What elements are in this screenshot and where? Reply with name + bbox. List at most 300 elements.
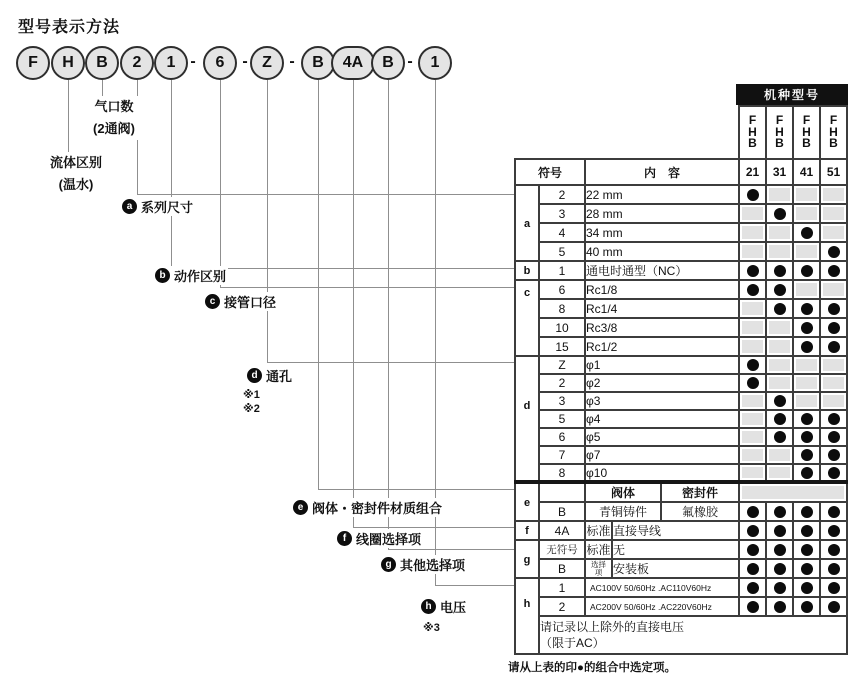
availability-dot-cell [820, 540, 847, 559]
note-1: ※1 [243, 389, 260, 401]
availability-empty-cell [793, 356, 820, 374]
availability-dot [774, 208, 786, 220]
table-row [515, 159, 847, 185]
symbol-cell: Z [539, 356, 585, 374]
model-code-segment: H [51, 46, 85, 80]
connector-vline [388, 80, 389, 549]
section-marker-d [515, 356, 539, 482]
availability-dot-cell [793, 261, 820, 280]
section-marker-b [515, 261, 539, 280]
connector-vline [220, 80, 221, 287]
availability-dot-cell [820, 559, 847, 578]
symbol-cell: 5 [539, 242, 585, 261]
voltage-note-cell [539, 616, 847, 654]
table-row [515, 374, 847, 392]
table-row [515, 392, 847, 410]
availability-empty-cell [739, 428, 766, 446]
availability-empty-cell [739, 204, 766, 223]
availability-empty-cell [793, 280, 820, 299]
availability-dot [801, 601, 813, 613]
table-row [515, 204, 847, 223]
section-marker-g [515, 540, 539, 578]
symbol-cell: 2 [539, 374, 585, 392]
availability-dot-cell [793, 521, 820, 540]
availability-empty [769, 340, 790, 353]
availability-dot [828, 449, 840, 461]
symbol-cell: 6 [539, 280, 585, 299]
availability-dot-cell [793, 318, 820, 337]
content-cell: Rc1/4 [585, 299, 739, 318]
availability-dot [747, 582, 759, 594]
content-cell: 无 [612, 540, 739, 559]
availability-dot [774, 265, 786, 277]
model-letter: F [748, 113, 757, 128]
availability-dot-cell [793, 299, 820, 318]
model-letter: B [775, 136, 784, 151]
availability-empty [742, 245, 763, 258]
model-code-segment: 6 [203, 46, 237, 80]
section-marker-e [515, 482, 539, 521]
availability-dot [828, 431, 840, 443]
availability-dot [801, 303, 813, 315]
availability-empty-cell [739, 318, 766, 337]
availability-dot-cell [793, 428, 820, 446]
code-separator: - [289, 53, 295, 70]
availability-dot-cell [820, 428, 847, 446]
section-circle-g: g [519, 551, 536, 568]
content-cell: Rc3/8 [585, 318, 739, 337]
section-circle-e: e [519, 494, 536, 511]
availability-dot [828, 467, 840, 479]
availability-dot [774, 563, 786, 575]
table-row [515, 482, 847, 502]
table-row [515, 410, 847, 428]
table-row [515, 578, 847, 597]
availability-empty-cell [820, 204, 847, 223]
availability-dot-cell [793, 597, 820, 616]
availability-dot [774, 544, 786, 556]
availability-dot-cell [739, 261, 766, 280]
callout-g-bullet: g [381, 557, 396, 572]
availability-empty-cell [739, 223, 766, 242]
section-side-label: 电 压 [521, 613, 533, 638]
table-row [515, 616, 847, 654]
availability-empty [796, 245, 817, 258]
availability-empty [823, 395, 844, 407]
section-circle-f: f [519, 522, 536, 539]
availability-dot [774, 303, 786, 315]
section-marker-c [515, 280, 539, 356]
callout-c-bullet: c [205, 294, 220, 309]
note-2: ※2 [243, 403, 260, 415]
header-spacer [515, 106, 739, 159]
availability-empty [823, 359, 844, 371]
symbol-cell: B [539, 502, 585, 521]
content-cell: 34 mm [585, 223, 739, 242]
availability-empty [769, 226, 790, 239]
symbol-cell: 4 [539, 223, 585, 242]
availability-dot-cell [766, 578, 793, 597]
connector-vline [353, 80, 354, 527]
availability-dot-cell [793, 446, 820, 464]
availability-empty [769, 449, 790, 461]
availability-dot [828, 525, 840, 537]
symbol-cell: 10 [539, 318, 585, 337]
availability-dot [747, 563, 759, 575]
content-cell: 直接导线 [612, 521, 739, 540]
availability-empty [742, 467, 763, 478]
callout-h: h 电压 [419, 597, 468, 616]
availability-dot [828, 601, 840, 613]
section-marker-a [515, 185, 539, 261]
model-code-segment: B [85, 46, 119, 80]
availability-dot-cell [766, 392, 793, 410]
availability-dot-cell [766, 410, 793, 428]
symbol-cell: 4A [539, 521, 585, 540]
availability-dot-cell [739, 578, 766, 597]
section-side-label: 接 管 口 径 [521, 302, 533, 353]
availability-dot [801, 265, 813, 277]
availability-dot [801, 341, 813, 353]
availability-empty [742, 207, 763, 220]
table-row [515, 464, 847, 482]
model-group-header: 机种型号 [736, 84, 848, 105]
availability-dot-cell [766, 540, 793, 559]
availability-dot [774, 284, 786, 296]
availability-empty-cell [766, 464, 793, 482]
connector-vline [318, 80, 319, 489]
spec-table-grid [514, 105, 848, 655]
model-column-letters [739, 106, 766, 159]
availability-dot [747, 544, 759, 556]
table-row [515, 242, 847, 261]
availability-empty [742, 449, 763, 461]
symbol-cell: 2 [539, 185, 585, 204]
model-number-header: 41 [793, 159, 820, 185]
availability-dot-cell [820, 261, 847, 280]
availability-empty-cell [820, 392, 847, 410]
availability-dot [747, 359, 759, 371]
section-circle-c: c [519, 284, 536, 301]
content-cell: φ1 [585, 356, 739, 374]
table-row [515, 337, 847, 356]
model-code-segment: F [16, 46, 50, 80]
availability-dot-cell [766, 280, 793, 299]
fluid-label [40, 152, 112, 196]
availability-empty-cell [739, 299, 766, 318]
availability-empty [769, 321, 790, 334]
availability-dot-cell [793, 578, 820, 597]
availability-dot [747, 284, 759, 296]
availability-empty [823, 207, 844, 220]
availability-dot-cell [739, 502, 766, 521]
content-cell: Rc1/8 [585, 280, 739, 299]
code-separator: - [242, 53, 248, 70]
tag-cell: 标准 [585, 521, 612, 540]
availability-dot-cell [766, 428, 793, 446]
footnote: 请从上表的印●的组合中选定项。 [508, 662, 676, 674]
model-code-segment: B [371, 46, 405, 80]
model-letter: H [802, 124, 811, 139]
availability-dot [828, 246, 840, 258]
availability-dot [801, 563, 813, 575]
content-cell: 安装板 [612, 559, 739, 578]
callout-d: d 通孔 [245, 366, 294, 385]
ports-label [80, 96, 148, 140]
availability-dot-cell [820, 299, 847, 318]
availability-dot-cell [820, 578, 847, 597]
availability-empty [742, 486, 844, 499]
connector-hline [220, 287, 514, 288]
availability-empty-cell [739, 242, 766, 261]
availability-dot-cell [820, 410, 847, 428]
availability-dot [774, 582, 786, 594]
availability-dot [774, 395, 786, 407]
availability-dot-cell [793, 502, 820, 521]
symbol-cell: 1 [539, 578, 585, 597]
model-letter: F [802, 113, 811, 128]
content-cell: Rc1/2 [585, 337, 739, 356]
availability-empty [742, 340, 763, 353]
model-letter: F [829, 113, 838, 128]
callout-b-bullet: b [155, 268, 170, 283]
availability-dot [774, 601, 786, 613]
callout-e-bullet: e [293, 500, 308, 515]
section-circle-d: d [519, 398, 536, 415]
fluid-label-line1: 流体区别 [49, 155, 102, 170]
content-cell: AC100V 50/60Hz .AC110V60Hz [585, 578, 739, 597]
model-code-segment: 1 [154, 46, 188, 80]
fluid-label-line2: (温水) [58, 177, 94, 192]
model-letter: B [829, 136, 838, 151]
availability-empty-cell [766, 242, 793, 261]
content-cell: φ7 [585, 446, 739, 464]
availability-dot-cell [766, 261, 793, 280]
availability-dot-cell [739, 356, 766, 374]
tag-text: 选择项 [591, 559, 606, 577]
availability-empty-cell [793, 185, 820, 204]
model-letter: H [775, 124, 784, 139]
availability-empty-cell [766, 446, 793, 464]
availability-empty [823, 377, 844, 389]
availability-dot-cell [739, 521, 766, 540]
availability-empty [742, 302, 763, 315]
model-column-letters [793, 106, 820, 159]
model-column-letters [820, 106, 847, 159]
availability-empty-cell [820, 223, 847, 242]
model-code-segment: B [301, 46, 335, 80]
table-row [515, 540, 847, 559]
code-separator: - [407, 53, 413, 70]
availability-empty-cell [739, 410, 766, 428]
availability-dot [747, 377, 759, 389]
availability-dot [828, 341, 840, 353]
availability-dot-cell [820, 318, 847, 337]
availability-dot-cell [820, 597, 847, 616]
availability-dot [801, 467, 813, 479]
availability-empty-cell [820, 280, 847, 299]
content-cell: φ4 [585, 410, 739, 428]
spec-table [514, 105, 850, 655]
section-circle-a: a [519, 215, 536, 232]
availability-dot [774, 413, 786, 425]
content-cell: φ10 [585, 464, 739, 482]
callout-h-bullet: h [421, 599, 436, 614]
table-row [515, 318, 847, 337]
availability-dot [801, 431, 813, 443]
callout-g: g 其他选择项 [379, 555, 467, 574]
availability-dot-cell [766, 559, 793, 578]
tag-cell: 标准 [585, 540, 612, 559]
content-cell: 22 mm [585, 185, 739, 204]
availability-dot [828, 506, 840, 518]
connector-hline [435, 585, 514, 586]
availability-dot-cell [766, 521, 793, 540]
availability-dot-cell [739, 374, 766, 392]
availability-dot-cell [739, 280, 766, 299]
section-circle-h: h [519, 595, 536, 612]
availability-empty [742, 413, 763, 425]
availability-dot [801, 506, 813, 518]
availability-empty-cell [793, 242, 820, 261]
voltage-note-line: 请记录以上除外的直接电压 [540, 620, 685, 634]
connector-vline [68, 80, 69, 152]
availability-dot [774, 431, 786, 443]
model-letter: F [775, 113, 784, 128]
availability-empty [769, 377, 790, 389]
content-cell: 通电时通型（NC） [585, 261, 739, 280]
subheader-availability-band [739, 482, 847, 502]
connector-hline [353, 527, 514, 528]
connector-vline [171, 80, 172, 268]
section-circle-b: b [519, 262, 536, 279]
availability-dot [747, 189, 759, 201]
availability-empty [823, 226, 844, 239]
subheader-valve-body: 阀体 [585, 482, 661, 502]
availability-dot [828, 413, 840, 425]
content-cell: AC200V 50/60Hz .AC220V60Hz [585, 597, 739, 616]
table-row [515, 106, 847, 159]
symbol-cell: 8 [539, 464, 585, 482]
spec-table-wrap [514, 84, 850, 655]
ports-label-line1: 气口数 [94, 99, 134, 114]
availability-empty [796, 395, 817, 407]
section-marker-f [515, 521, 539, 540]
availability-dot [801, 525, 813, 537]
availability-dot-cell [820, 502, 847, 521]
connector-hline [137, 194, 514, 195]
table-row [515, 280, 847, 299]
availability-dot-cell [793, 337, 820, 356]
availability-dot-cell [820, 464, 847, 482]
availability-empty [769, 467, 790, 478]
symbol-cell: 8 [539, 299, 585, 318]
availability-dot [747, 525, 759, 537]
availability-dot [828, 303, 840, 315]
availability-empty-cell [766, 374, 793, 392]
valve-body-cell: 青铜铸件 [585, 502, 661, 521]
subheader-seal: 密封件 [661, 482, 739, 502]
callout-f-bullet: f [337, 531, 352, 546]
symbol-cell: 2 [539, 597, 585, 616]
seal-cell: 氟橡胶 [661, 502, 739, 521]
symbol-cell: 1 [539, 261, 585, 280]
connector-hline [318, 489, 514, 490]
model-letter: H [829, 124, 838, 139]
availability-empty [742, 431, 763, 443]
availability-empty [823, 188, 844, 201]
symbol-cell: 3 [539, 204, 585, 223]
model-code-segment: Z [250, 46, 284, 80]
model-code-segment: 2 [120, 46, 154, 80]
callout-a: a 系列尺寸 [120, 197, 195, 216]
availability-dot [774, 525, 786, 537]
availability-dot-cell [820, 337, 847, 356]
table-row [515, 559, 847, 578]
model-number-header: 31 [766, 159, 793, 185]
availability-empty [796, 188, 817, 201]
table-row [515, 446, 847, 464]
availability-empty-cell [766, 318, 793, 337]
availability-empty [742, 395, 763, 407]
section-marker-h [515, 578, 539, 654]
callout-e: e 阀体・密封件材质组合 [291, 498, 444, 517]
symbol-cell: 3 [539, 392, 585, 410]
availability-dot [747, 601, 759, 613]
model-code-segment: 4A [331, 46, 375, 80]
availability-empty-cell [820, 185, 847, 204]
availability-empty [742, 321, 763, 334]
availability-empty [769, 359, 790, 371]
table-row [515, 223, 847, 242]
symbol-cell: 无符号 [539, 540, 585, 559]
availability-empty [796, 359, 817, 371]
availability-dot [774, 506, 786, 518]
section-side-label: 通 孔 [521, 415, 533, 441]
subheader-blank [539, 482, 585, 502]
callout-f: f 线圈选择项 [335, 529, 423, 548]
table-row [515, 185, 847, 204]
content-cell: φ3 [585, 392, 739, 410]
availability-dot [801, 227, 813, 239]
availability-dot [828, 582, 840, 594]
symbol-cell: 6 [539, 428, 585, 446]
table-row [515, 597, 847, 616]
callout-c: c 接管口径 [203, 292, 278, 311]
model-number-header: 21 [739, 159, 766, 185]
availability-dot-cell [739, 185, 766, 204]
availability-dot [828, 563, 840, 575]
availability-dot [801, 449, 813, 461]
connector-hline [267, 362, 514, 363]
code-separator: - [190, 53, 196, 70]
availability-dot-cell [739, 540, 766, 559]
availability-empty-cell [793, 204, 820, 223]
availability-dot [801, 582, 813, 594]
ports-label-line2: (2通阀) [93, 121, 135, 136]
content-cell: φ5 [585, 428, 739, 446]
voltage-note-line: （限于AC） [540, 636, 605, 650]
callout-d-bullet: d [247, 368, 262, 383]
symbol-header: 符号 [515, 159, 585, 185]
availability-dot [801, 322, 813, 334]
availability-dot-cell [766, 597, 793, 616]
model-number-header: 51 [820, 159, 847, 185]
availability-empty-cell [820, 356, 847, 374]
content-cell: 28 mm [585, 204, 739, 223]
availability-dot-cell [766, 502, 793, 521]
availability-empty [742, 226, 763, 239]
